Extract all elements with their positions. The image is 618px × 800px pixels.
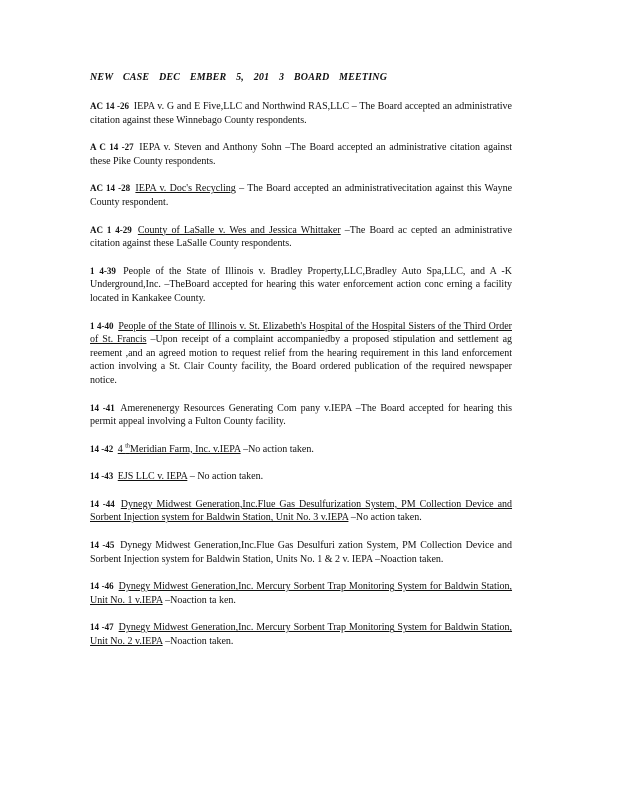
case-entry — [90, 580, 512, 607]
case-entry — [90, 224, 512, 251]
case-number: 14 -44 — [90, 498, 115, 509]
case-description: –Noaction ta ken. — [162, 594, 236, 606]
case-entry — [90, 100, 512, 127]
document-title: NEW CASE DEC EMBER 5, 201 3 BOARD MEETING — [90, 72, 388, 83]
case-description: –Noaction taken. — [162, 636, 234, 648]
case-caption: Dynegy Midwest Generation,Inc. Mercury Sorbent Trap Monitoring System for Baldwin Station, Unit No. 2 v.IEPA — [90, 622, 513, 648]
case-caption: Dynegy Midwest Generation,Inc. Mercury Sorbent Trap Monitoring System for Baldwin Station, Unit No. 1 v.IEPA — [90, 581, 513, 606]
case-caption: Dynegy Midwest Generation,Inc.Flue Gas Desulfurization System, PM Collection Device and Sorbent Injection system for Baldwin Station, Unit No. 3 v.IEPA — [90, 498, 513, 524]
case-entry — [90, 539, 512, 566]
case-entry — [90, 621, 512, 648]
case-caption: People of the State of Illinois v. St. Elizabeth's Hospital of the Hospital Sisters of the Third Order of St. Francis — [90, 320, 512, 346]
case-number: 14 -42 — [90, 443, 114, 454]
case-entry — [90, 141, 512, 168]
case-description: Amerenenergy Resources Generating Com pany v.IEPA –The Board accepted for hearing this permit appeal involving a Fulton County facility. — [90, 402, 513, 428]
case-description: –No action taken. — [240, 443, 314, 455]
case-caption: 4 $^{th}$Meridian Farm, Inc. v.IEPA — [117, 443, 241, 455]
case-number: 14 -45 — [90, 540, 115, 551]
case-number: 14 -41 — [90, 402, 115, 413]
case-caption: EJS LLC v. IEPA — [117, 471, 188, 483]
case-number: 1 4-39 — [90, 265, 116, 276]
case-description: –No action taken. — [348, 512, 422, 524]
case-description: – No action taken. — [187, 471, 264, 483]
case-description: IEPA v. Steven and Anthony Sohn –The Board accepted an administrative citation against these Pike County respondents. — [90, 142, 513, 167]
case-entry — [90, 470, 512, 484]
case-number: AC 1 4-29 — [90, 224, 132, 235]
case-entry — [90, 320, 512, 388]
case-number: AC 14 -28 — [90, 183, 131, 194]
case-description: IEPA v. G and E Five,LLC and Northwind RAS,LLC – The Board accepted an administrative citation against these Winnebago County respondents. — [90, 101, 512, 126]
case-description: –Upon receipt of a complaint accompaniedby a proposed stipulation and settlement ag reement ,and an agreed motion to request relief from the hearing requirement in this land enforcement action involving a St. Clair County facility, the Board ordered publication of the required newspaper notice. — [90, 334, 513, 386]
case-number: 14 -47 — [90, 622, 114, 633]
case-description: – The Board accepted an administrativecitation against this Wayne County respondent. — [90, 183, 513, 208]
case-entry — [90, 498, 512, 525]
case-number: 1 4-40 — [90, 320, 114, 331]
case-caption: IEPA v. Doc's Recycling — [135, 183, 236, 195]
case-entry — [90, 443, 512, 457]
case-list — [90, 100, 512, 649]
case-description: People of the State of Illinois v. Bradley Property,LLC,Bradley Auto Spa,LLC, and A -K Underground,Inc. –TheBoard accepted for hearing this water enforcement action conc erning a facility located in Kankakee County. — [90, 265, 512, 304]
case-description: Dynegy Midwest Generation,Inc.Flue Gas Desulfuri zation System, PM Collection Device and Sorbent Injection system for Baldwin Station, Units No. 1 & 2 v. IEPA –Noaction taken. — [90, 540, 512, 565]
case-caption: County of LaSalle v. Wes and Jessica Whittaker — [137, 224, 341, 236]
case-entry — [90, 265, 512, 306]
case-number: 14 -46 — [90, 581, 114, 592]
document-page — [90, 72, 512, 663]
case-number: A C 14 -27 — [90, 142, 134, 153]
case-number: 14 -43 — [90, 471, 114, 482]
case-description: –The Board ac cepted an administrative citation against these LaSalle County respondents. — [90, 224, 513, 250]
case-entry — [90, 182, 512, 209]
case-number: AC 14 -26 — [90, 101, 130, 111]
case-entry — [90, 402, 512, 429]
